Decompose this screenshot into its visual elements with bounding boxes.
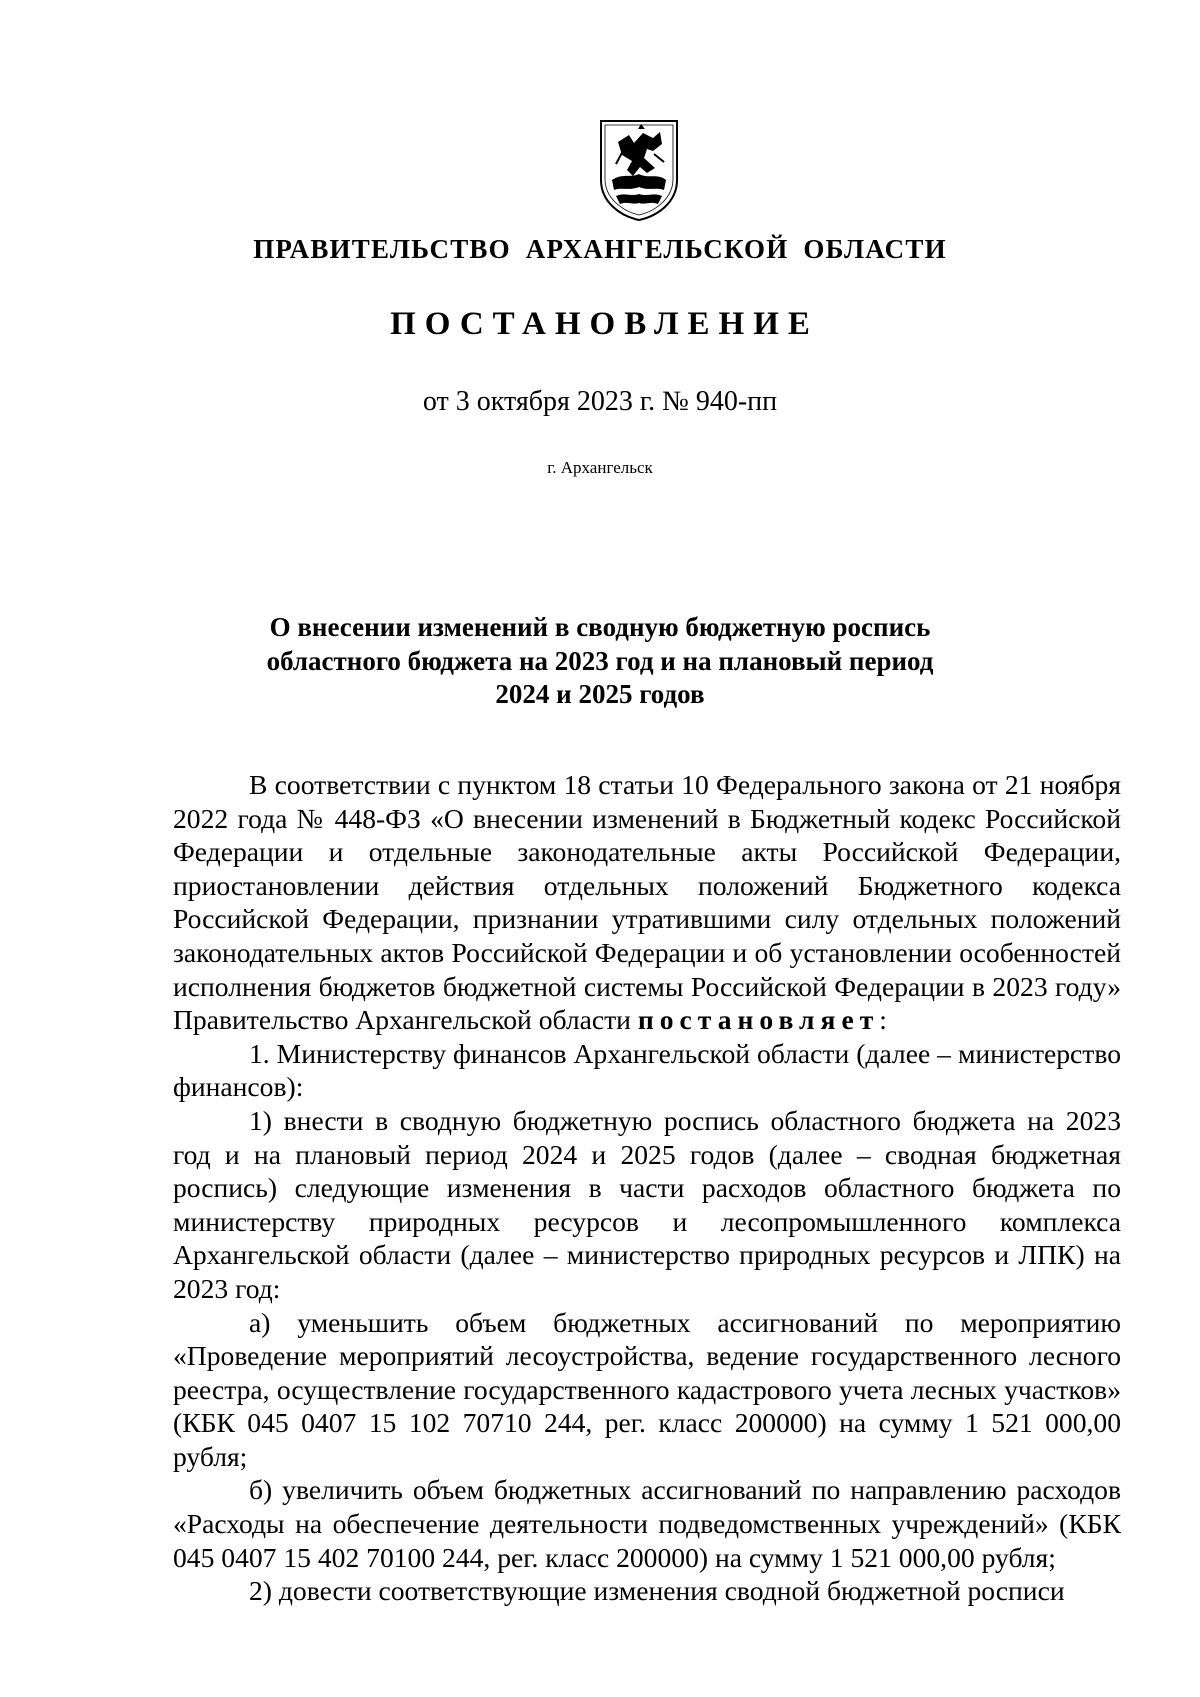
document-type: ПОСТАНОВЛЕНИЕ	[390, 306, 819, 342]
preamble-text: В соответствии с пунктом 18 статьи 10 Федерального закона от 21 ноября 2022 года № 448-ФЗ «О внесении изменений в Бюджетный кодекс Российской Федерации и отдельные законодательные акты Российской Федерации, приостановлении действия отдельных положений Бюджетного кодекса Российской Федерации, признании утратившими силу отдельных положений законодательных актов Российской Федерации и об установлении особенностей исполнения бюджетов бюджетной системы Российской Федерации в 2023 году» Правительство Архангельской области	[173, 769, 1121, 1036]
document-body	[173, 768, 1121, 1608]
document-date-number: от 3 октября 2023 г. № 940-пп	[422, 386, 778, 417]
paragraph-preamble	[173, 768, 1121, 1037]
paragraph-item-b: б) увеличить объем бюджетных ассигнований по направлению расходов «Расходы на обеспечение деятельности подведомственных учреждений» (КБК 045 0407 15 402 70100 244, рег. класс 200000) на сумму 1 521 000,00 рубля;	[173, 1474, 1121, 1573]
document-title	[240, 611, 960, 712]
paragraph-item-1-2: 2) довести соответствующие изменения сводной бюджетной росписи	[249, 1575, 1065, 1607]
paragraph-item-1-1: 1) внести в сводную бюджетную роспись областного бюджета на 2023 год и на плановый период 2024 и 2025 годов (далее – сводная бюджетная роспись) следующие изменения в части расходов областного бюджета по министерству природных ресурсов и лесопромышленного комплекса Архангельской области (далее – министерство природных ресурсов и ЛПК) на 2023 год:	[173, 1104, 1121, 1304]
paragraph-item-1: 1. Министерству финансов Архангельской области (далее – министерство финансов):	[173, 1037, 1121, 1103]
preamble-colon: :	[879, 1004, 887, 1036]
paragraph-item-a: а) уменьшить объем бюджетных ассигнований по мероприятию «Проведение мероприятий лесоустройства, ведение государственного лесного реестра, осуществление государственного кадастрового учета лесных участков» (КБК 045 0407 15 102 70710 244, рег. класс 200000) на сумму 1 521 000,00 рубля;	[173, 1306, 1121, 1472]
title-line-3: 2024 и 2025 годов	[495, 679, 705, 709]
coat-of-arms-icon	[598, 118, 680, 222]
organization-name: ПРАВИТЕЛЬСТВО АРХАНГЕЛЬСКОЙ ОБЛАСТИ	[253, 234, 947, 264]
document-city: г. Архангельск	[547, 458, 653, 477]
title-line-2: областного бюджета на 2023 год и на плановый период	[266, 645, 934, 676]
resolves-emphasis: постановляет	[637, 1004, 880, 1036]
title-line-1: О внесении изменений в сводную бюджетную роспись	[269, 612, 931, 642]
